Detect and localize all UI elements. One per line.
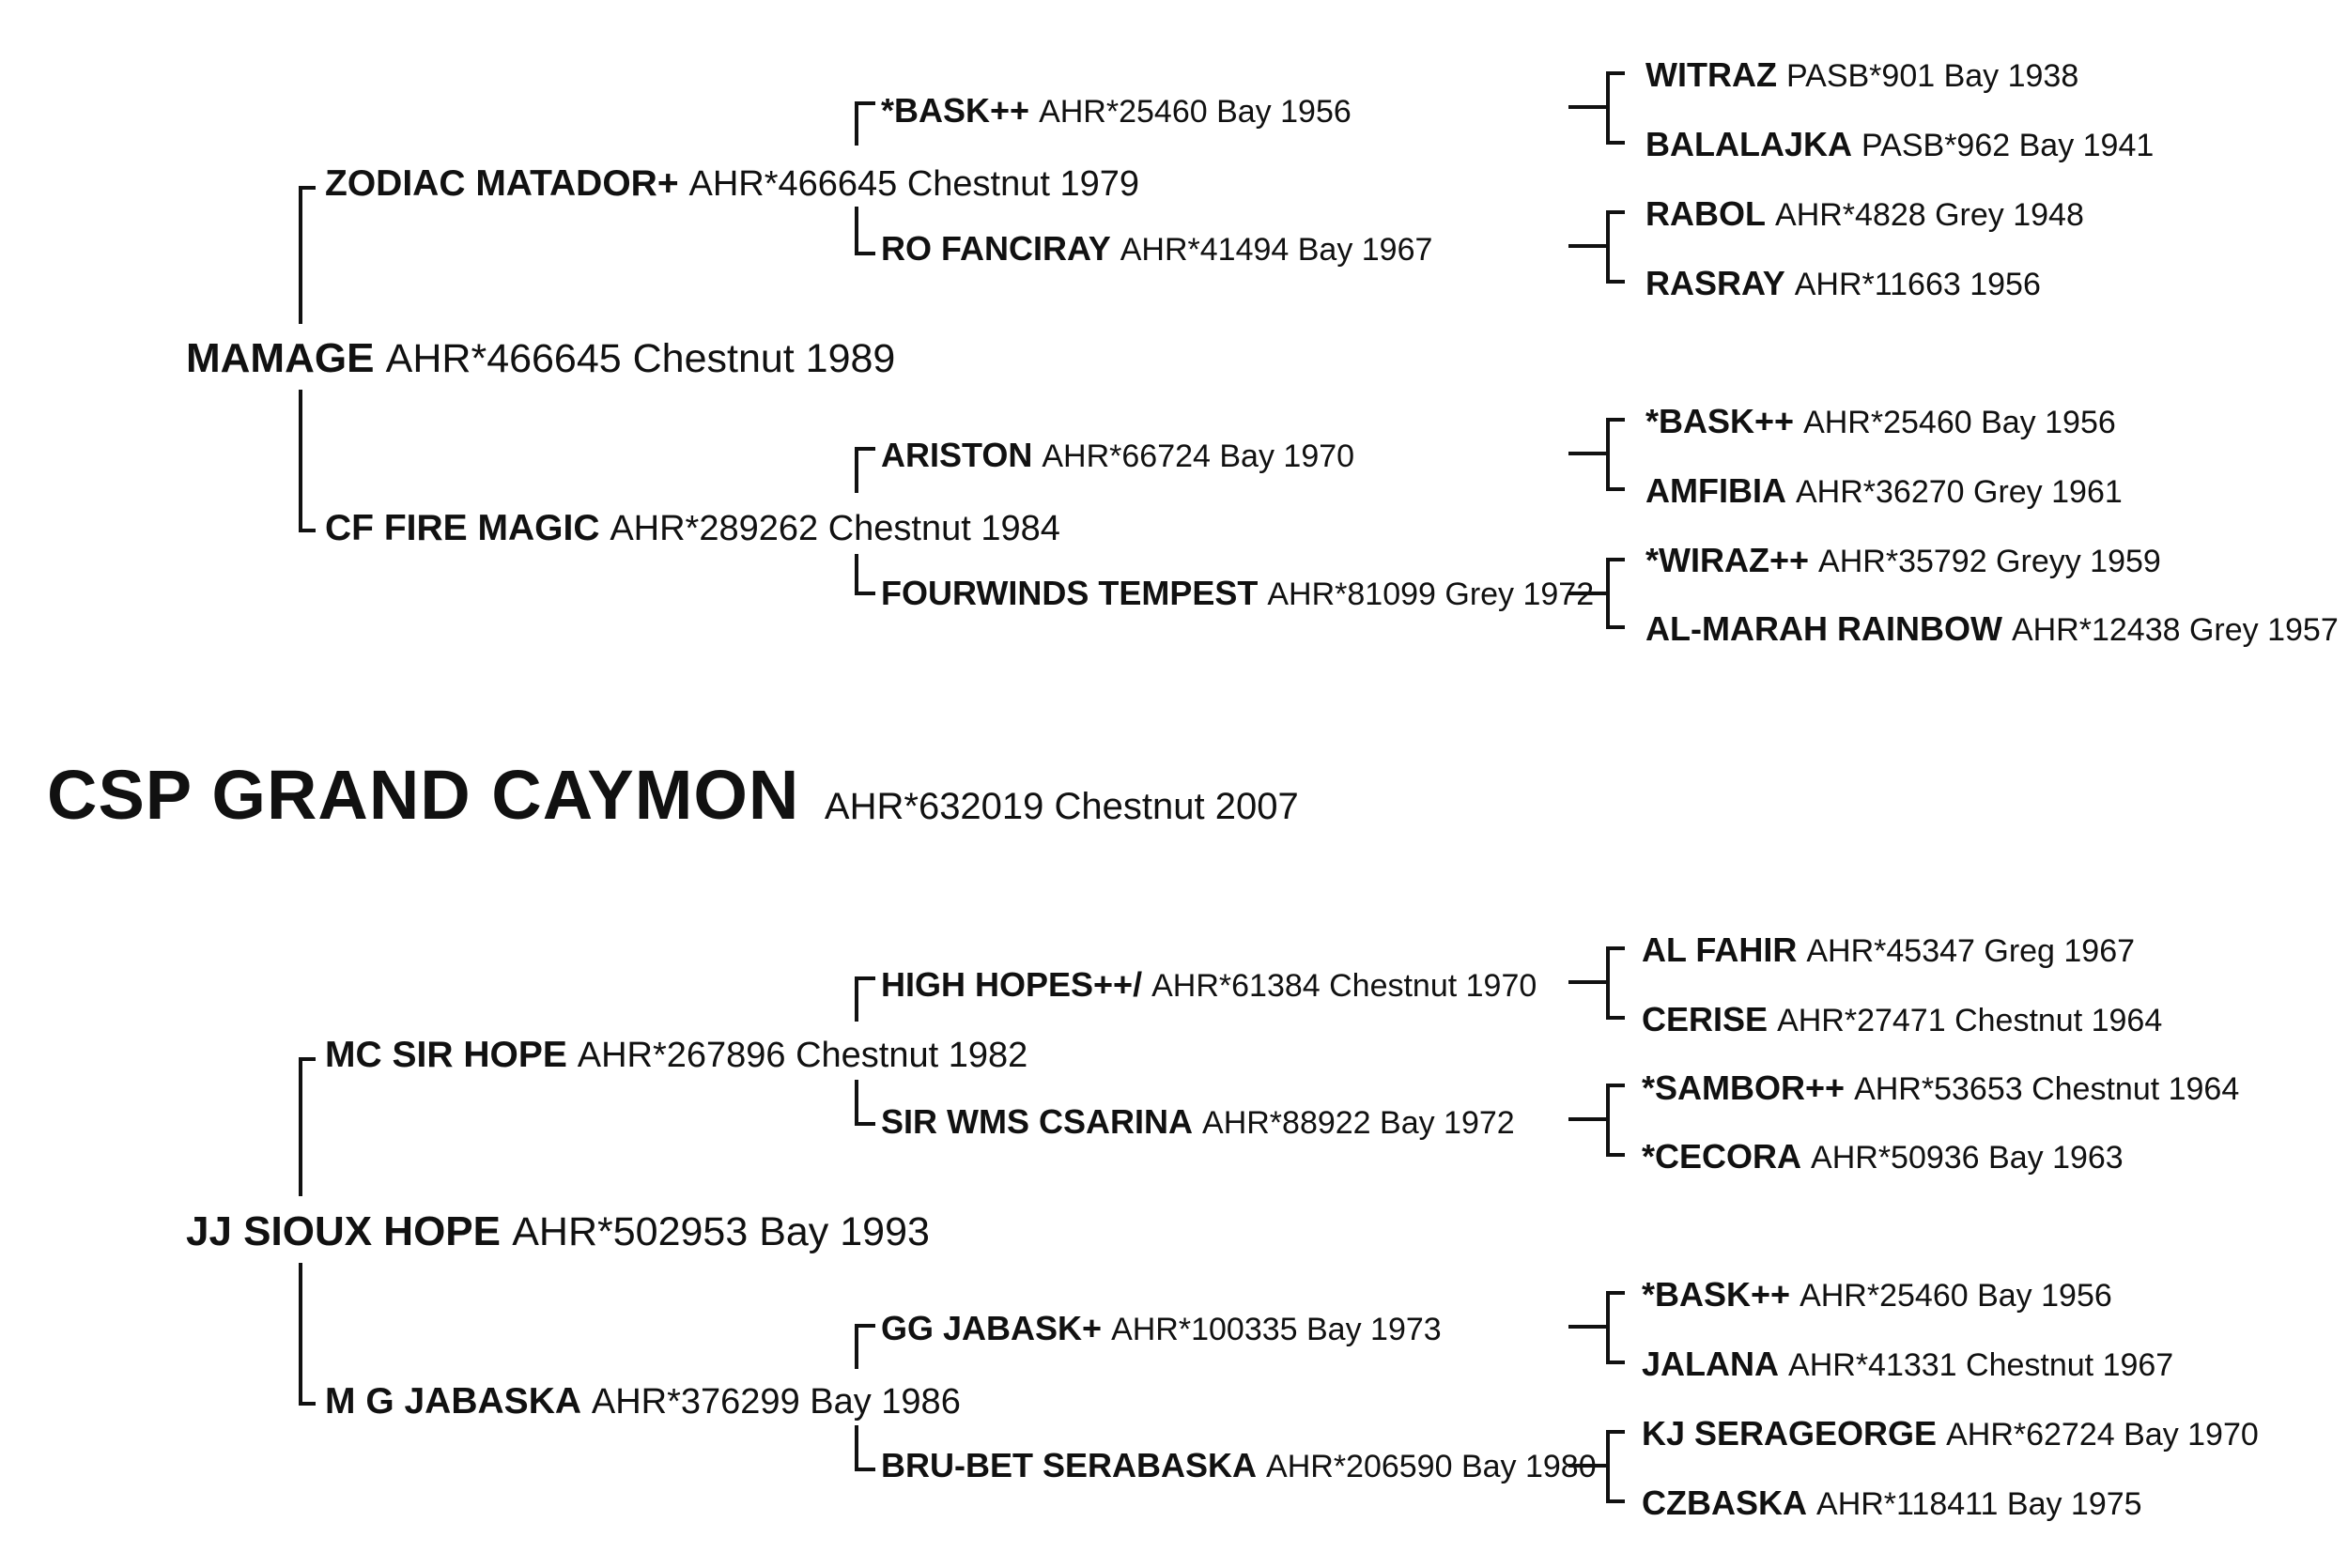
sire-dam-sire-dam-entry — [1645, 471, 2123, 510]
horse-name: *WIRAZ++ — [1645, 541, 1810, 579]
horse-info: AHR*466645 Chestnut 1989 — [385, 336, 896, 381]
sire-dam-sire-sire-entry — [1645, 402, 2116, 440]
horse-info: AHR*53653 Chestnut 1964 — [1854, 1071, 2240, 1107]
horse-name: CF FIRE MAGIC — [325, 508, 600, 548]
sire-dam-sire-entry — [881, 438, 1354, 472]
horse-name: *SAMBOR++ — [1642, 1068, 1846, 1107]
sire-dam-entry — [325, 510, 1060, 546]
horse-name: RABOL — [1645, 194, 1766, 233]
horse-info: AHR*35792 Greyy 1959 — [1818, 544, 2161, 579]
sire-entry — [186, 335, 896, 381]
horse-info: AHR*12438 Grey 1957 — [2011, 612, 2339, 648]
horse-name: AL FAHIR — [1642, 930, 1798, 969]
horse-info: AHR*81099 Grey 1972 — [1267, 576, 1595, 612]
horse-name: *BASK++ — [1642, 1275, 1791, 1314]
horse-info: AHR*61384 Chestnut 1970 — [1151, 968, 1537, 1004]
horse-info: AHR*66724 Bay 1970 — [1042, 438, 1355, 474]
horse-name: M G JABASKA — [325, 1381, 582, 1422]
horse-info: AHR*466645 Chestnut 1979 — [688, 164, 1140, 204]
dam-dam-dam-sire-entry — [1642, 1414, 2259, 1453]
horse-name: MAMAGE — [186, 335, 375, 381]
dam-sire-dam-sire-entry — [1642, 1068, 2240, 1107]
dam-sire-sire-entry — [881, 965, 1537, 1004]
horse-name: ARISTON — [881, 436, 1033, 474]
horse-info: PASB*962 Bay 1941 — [1861, 128, 2155, 163]
horse-name: RASRAY — [1645, 264, 1785, 302]
sire-sire-dam-sire-entry — [1645, 194, 2084, 233]
horse-name: BALALAJKA — [1645, 125, 1852, 163]
subject-info: AHR*632019 Chestnut 2007 — [824, 786, 1299, 827]
horse-name: JALANA — [1642, 1345, 1780, 1383]
horse-name: WITRAZ — [1645, 55, 1777, 94]
horse-name: *CECORA — [1642, 1137, 1802, 1176]
horse-name: MC SIR HOPE — [325, 1035, 567, 1075]
horse-name: *BASK++ — [1645, 402, 1795, 440]
horse-name: JJ SIOUX HOPE — [186, 1208, 502, 1254]
sire-sire-sire-dam-entry — [1645, 125, 2155, 163]
sire-sire-sire-sire-entry — [1645, 55, 2079, 94]
sire-dam-dam-dam-entry — [1645, 609, 2339, 648]
subject-name: CSP GRAND CAYMON — [47, 756, 800, 834]
horse-name: KJ SERAGEORGE — [1642, 1414, 1938, 1453]
horse-name: AMFIBIA — [1645, 471, 1786, 510]
horse-name: ZODIAC MATADOR+ — [325, 163, 679, 204]
dam-sire-sire-sire-entry — [1642, 930, 2136, 969]
dam-sire-dam-dam-entry — [1642, 1137, 2124, 1176]
sire-dam-dam-sire-entry — [1645, 541, 2161, 579]
horse-info: AHR*4828 Grey 1948 — [1775, 197, 2084, 233]
horse-info: AHR*27471 Chestnut 1964 — [1777, 1003, 2163, 1038]
dam-dam-sire-dam-entry — [1642, 1347, 2173, 1381]
horse-name: HIGH HOPES++/ — [881, 965, 1143, 1004]
subject-horse — [47, 756, 1299, 834]
horse-info: PASB*901 Bay 1938 — [1785, 58, 2079, 94]
dam-dam-sire-entry — [881, 1309, 1442, 1347]
horse-info: AHR*376299 Bay 1986 — [591, 1382, 961, 1422]
horse-info: AHR*50936 Bay 1963 — [1811, 1140, 2124, 1176]
horse-info: AHR*45347 Greg 1967 — [1806, 933, 2136, 969]
horse-name: SIR WMS CSARINA — [881, 1102, 1193, 1141]
horse-name: *BASK++ — [881, 91, 1030, 130]
dam-dam-dam-dam-entry — [1642, 1483, 2142, 1522]
horse-info: AHR*88922 Bay 1972 — [1202, 1105, 1515, 1141]
sire-sire-dam-entry — [881, 229, 1433, 268]
dam-dam-dam-entry — [881, 1446, 1597, 1484]
dam-sire-entry — [325, 1037, 1027, 1073]
horse-info: AHR*41331 Chestnut 1967 — [1788, 1347, 2174, 1383]
horse-info: AHR*36270 Grey 1961 — [1796, 474, 2123, 510]
horse-name: AL-MARAH RAINBOW — [1645, 609, 2002, 648]
dam-sire-sire-dam-entry — [1642, 1000, 2163, 1038]
sire-sire-sire-entry — [881, 91, 1352, 130]
sire-sire-entry — [325, 165, 1139, 202]
horse-info: AHR*62724 Bay 1970 — [1946, 1417, 2259, 1453]
horse-info: AHR*118411 Bay 1975 — [1816, 1486, 2142, 1522]
horse-info: AHR*11663 1956 — [1794, 267, 2041, 302]
horse-info: AHR*41494 Bay 1967 — [1120, 232, 1433, 268]
dam-dam-sire-sire-entry — [1642, 1275, 2112, 1314]
horse-info: AHR*25460 Bay 1956 — [1800, 1278, 2112, 1314]
dam-sire-dam-entry — [881, 1102, 1515, 1141]
horse-info: AHR*267896 Chestnut 1982 — [577, 1036, 1028, 1075]
horse-name: GG JABASK+ — [881, 1309, 1103, 1347]
horse-name: BRU-BET SERABASKA — [881, 1446, 1258, 1484]
dam-entry — [186, 1208, 930, 1254]
horse-name: FOURWINDS TEMPEST — [881, 574, 1259, 612]
dam-dam-entry — [325, 1383, 961, 1420]
horse-info: AHR*502953 Bay 1993 — [512, 1209, 930, 1254]
horse-info: AHR*25460 Bay 1956 — [1803, 405, 2116, 440]
horse-info: AHR*25460 Bay 1956 — [1039, 94, 1352, 130]
sire-dam-dam-entry — [881, 576, 1594, 610]
horse-name: RO FANCIRAY — [881, 229, 1111, 268]
sire-sire-dam-dam-entry — [1645, 264, 2041, 302]
horse-name: CZBASKA — [1642, 1483, 1807, 1522]
horse-name: CERISE — [1642, 1000, 1769, 1038]
horse-info: AHR*289262 Chestnut 1984 — [610, 509, 1060, 548]
horse-info: AHR*100335 Bay 1973 — [1111, 1312, 1442, 1347]
horse-info: AHR*206590 Bay 1980 — [1266, 1449, 1597, 1484]
